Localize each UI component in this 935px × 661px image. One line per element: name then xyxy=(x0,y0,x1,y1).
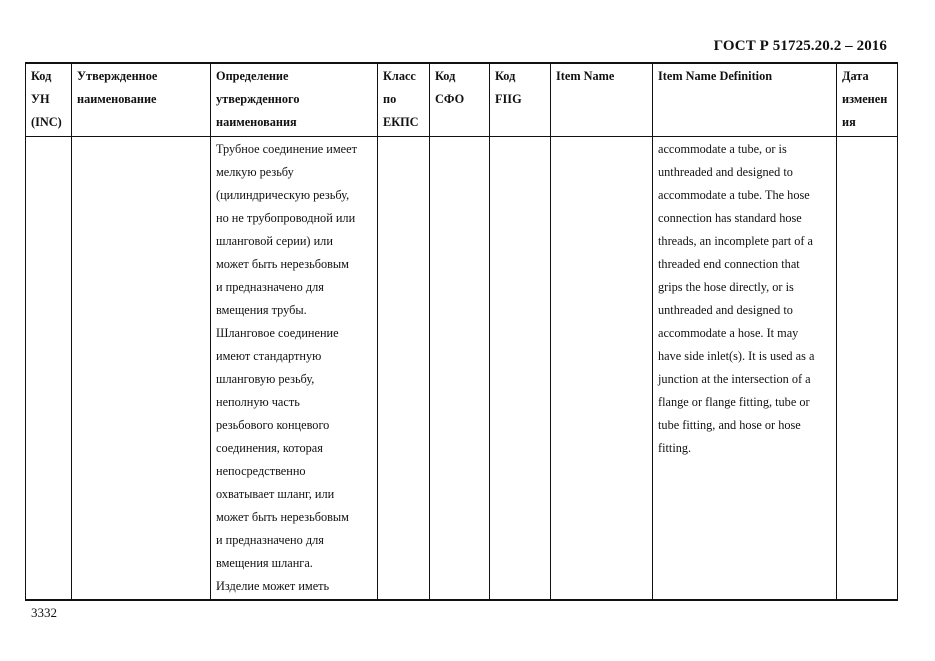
cell-fiig-code xyxy=(490,137,551,601)
cell-item-name-definition: accommodate a tube, or is unthreaded and designed to accommodate a tube. The hose connection has standard hose threads, an incomplete part of a threaded end connection that grips the hose directly, or is unthreaded and designed to accommodate a hose. It may have side inlet(s). It is used as a junction at the intersection of a flange or flange fitting, tube or tube fitting, and hose or hose fitting. xyxy=(653,137,837,601)
cell-change-date xyxy=(837,137,898,601)
cell-item-name xyxy=(551,137,653,601)
column-header-sfo-code: Код СФО xyxy=(430,63,490,137)
column-header-fiig-code: Код FIIG xyxy=(490,63,551,137)
cell-inc xyxy=(26,137,72,601)
cell-definition-ru: Трубное соединение имеет мелкую резьбу (цилиндрическую резьбу, но не трубопроводной или шланговой серии) или может быть нерезьбовым и предназначено для вмещения трубы. Шланговое соединение имеют стандартную шланговую резьбу, неполную часть резьбового концевого соединения, которая непосредственно охватывает шланг, или может быть нерезьбовым и предназначено для вмещения шланга. Изделие может иметь xyxy=(211,137,378,601)
page-number: 3332 xyxy=(31,605,57,620)
column-header-item-name: Item Name xyxy=(551,63,653,137)
catalog-table xyxy=(25,62,898,601)
column-header-approved-name: Утвержденное наименование xyxy=(72,63,211,137)
column-header-definition-ru: Определение утвержденного наименования xyxy=(211,63,378,137)
column-header-ekps-class: Класс по ЕКПС xyxy=(378,63,430,137)
column-header-inc: Код УН (INC) xyxy=(26,63,72,137)
cell-ekps-class xyxy=(378,137,430,601)
column-header-item-name-definition: Item Name Definition xyxy=(653,63,837,137)
table-row xyxy=(26,137,898,601)
cell-approved-name xyxy=(72,137,211,601)
table-header-row xyxy=(26,63,898,137)
cell-sfo-code xyxy=(430,137,490,601)
column-header-change-date: Дата изменен ия xyxy=(837,63,898,137)
document-header-standard: ГОСТ Р 51725.20.2 – 2016 xyxy=(713,38,887,54)
